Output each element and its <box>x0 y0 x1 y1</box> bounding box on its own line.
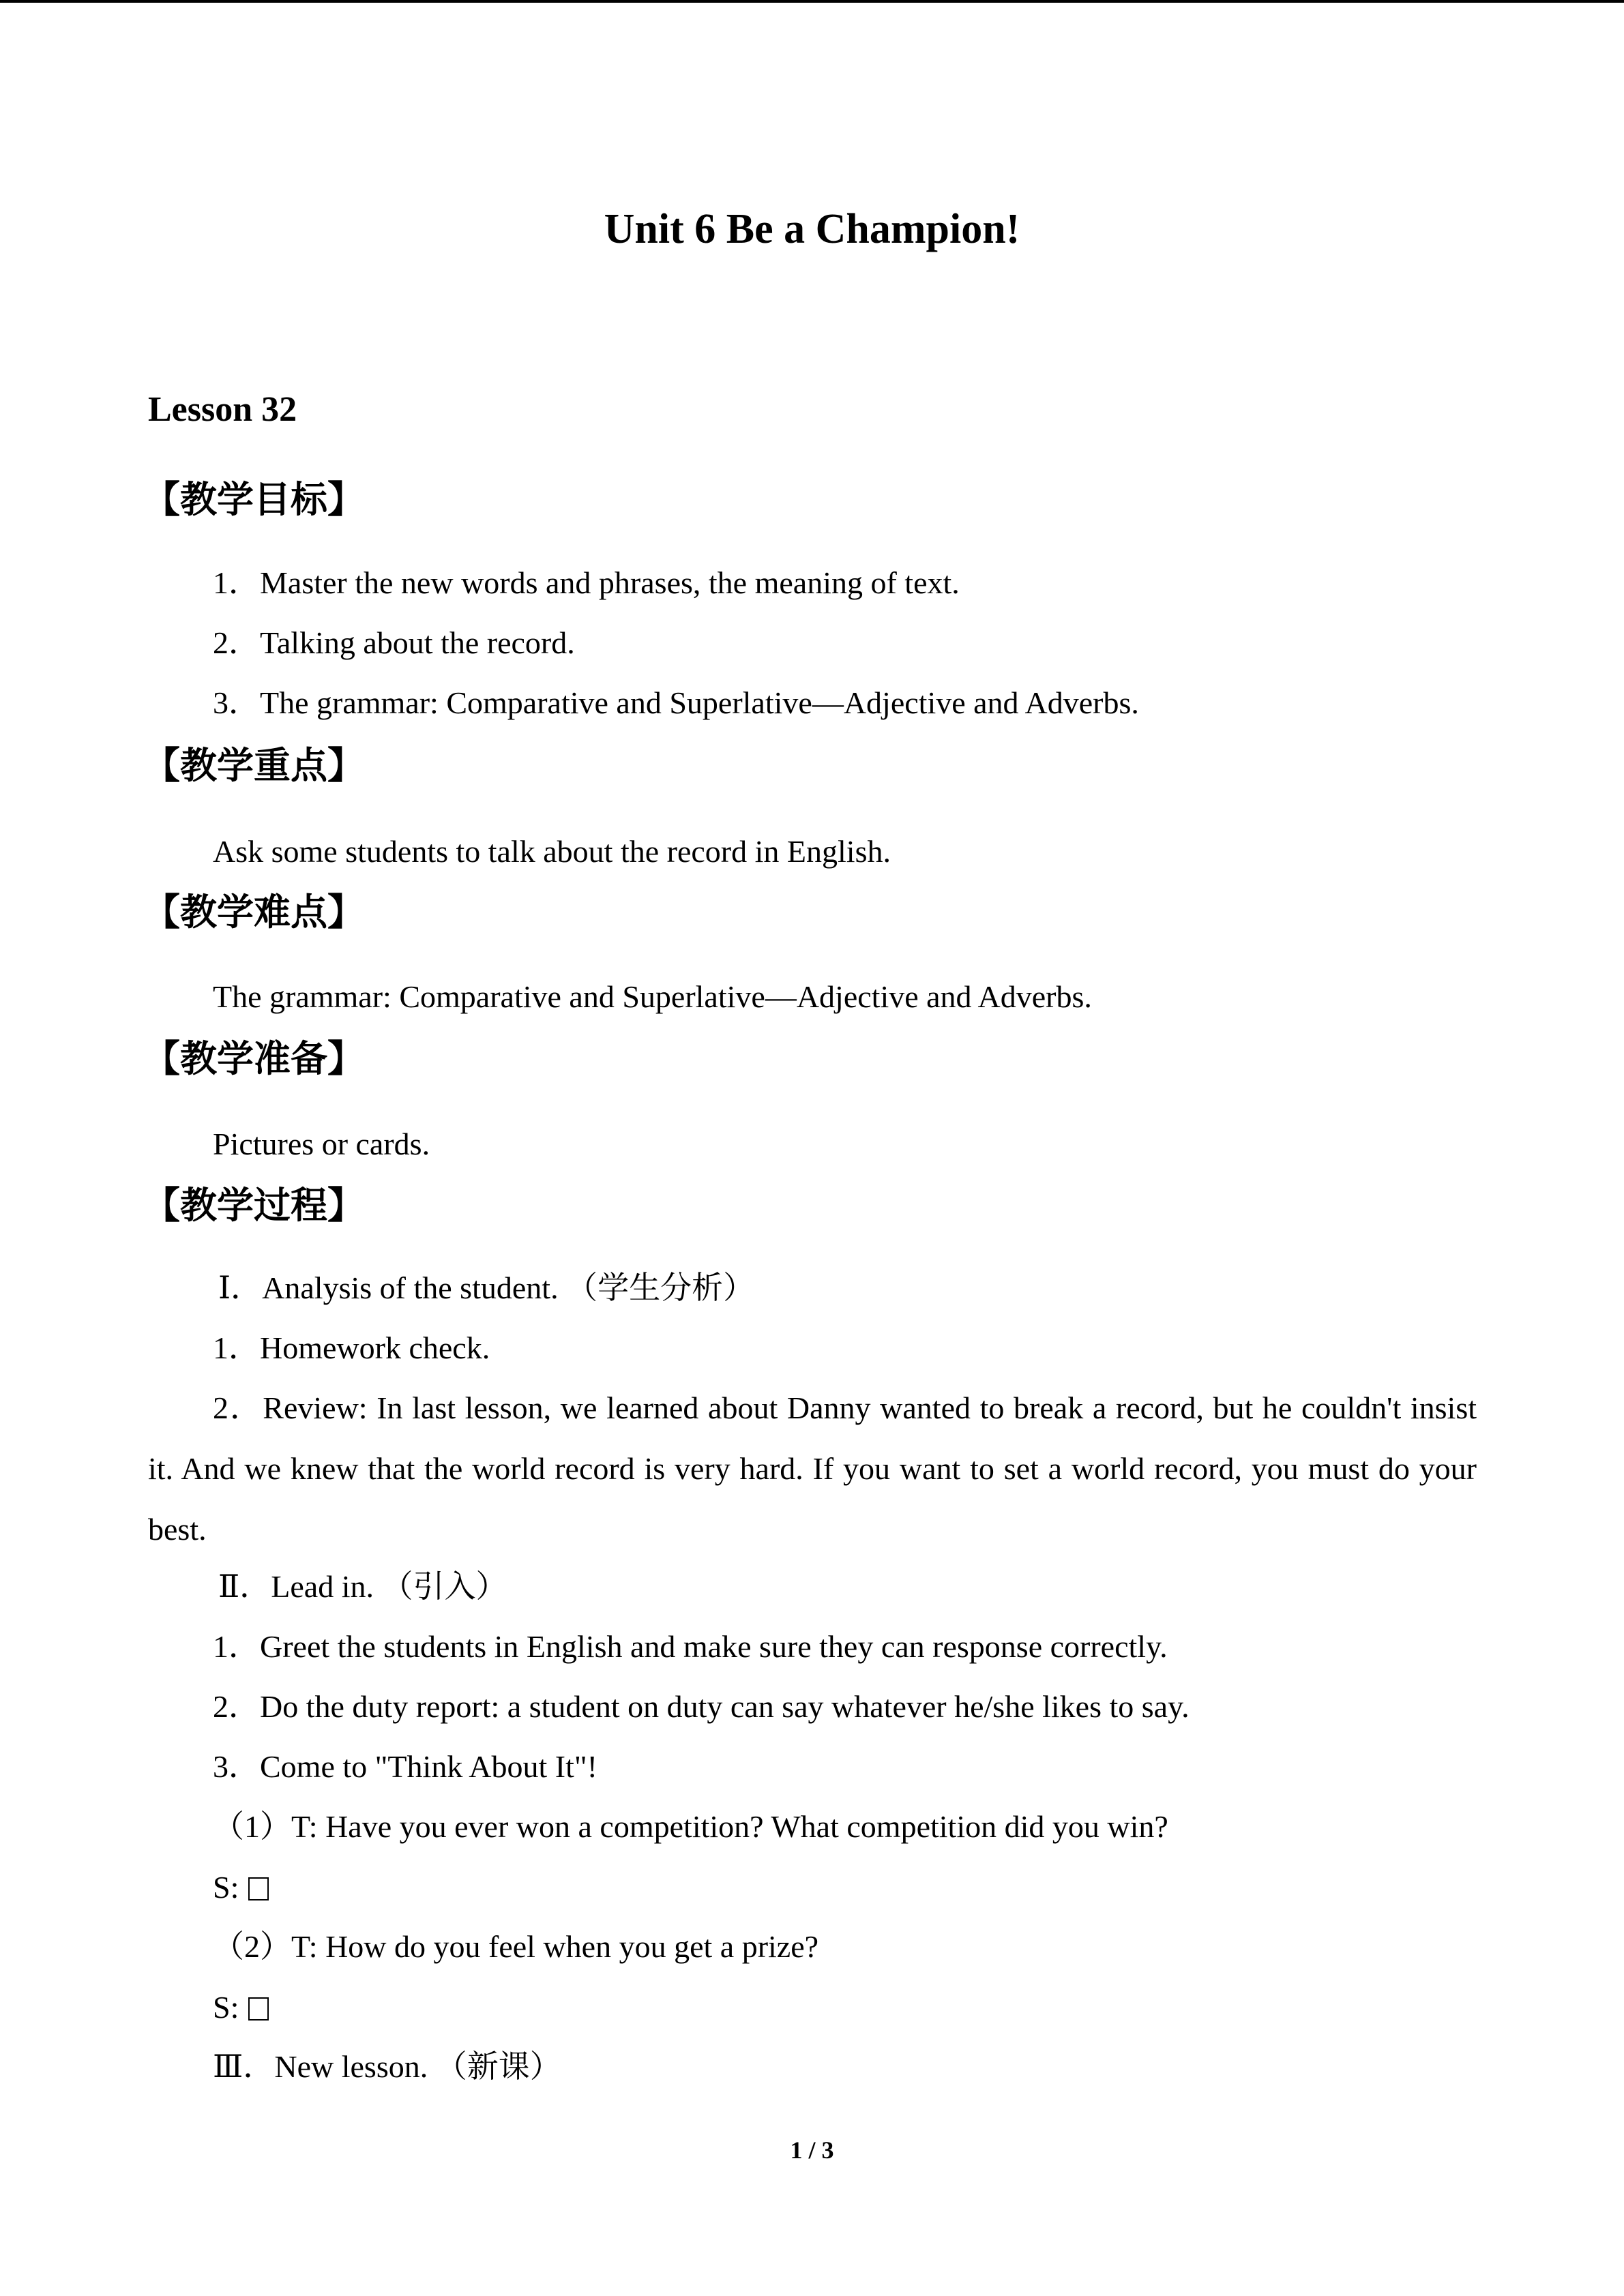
section-heading-key-points: 【教学重点】 <box>143 744 364 787</box>
section-heading-objectives: 【教学目标】 <box>143 478 364 521</box>
teacher-question-2: （2）T: How do you feel when you get a prize? <box>213 1929 819 1964</box>
process-step-1-item-1: 1．Homework check. <box>213 1330 490 1365</box>
teacher-question-1: （1）T: Have you ever won a competition? What competition did you win? <box>213 1809 1168 1844</box>
student-answer-1 <box>213 1872 269 1903</box>
page-title: Unit 6 Be a Champion! <box>604 206 1020 252</box>
blank-box-icon <box>248 1877 269 1900</box>
process-step-2-item-3: 3．Come to "Think About It"! <box>213 1749 597 1784</box>
preparation-text: Pictures or cards. <box>213 1127 430 1161</box>
section-heading-preparation: 【教学准备】 <box>143 1037 364 1080</box>
process-step-2-title: Ⅱ．Lead in. （引入） <box>218 1569 507 1604</box>
objective-item-1: 1．Master the new words and phrases, the meaning of text. <box>213 565 960 600</box>
objective-item-3: 3．The grammar: Comparative and Superlative—Adjective and Adverbs. <box>213 685 1139 720</box>
lesson-heading: Lesson 32 <box>148 390 297 429</box>
student-answer-2 <box>213 1992 269 2023</box>
student-label-2: S: <box>213 1990 239 2025</box>
section-heading-difficulties: 【教学难点】 <box>143 891 364 934</box>
key-points-text: Ask some students to talk about the record in English. <box>213 834 891 869</box>
process-step-2-item-1: 1．Greet the students in English and make sure they can response correctly. <box>213 1629 1168 1664</box>
student-label-1: S: <box>213 1870 239 1905</box>
difficulties-text: The grammar: Comparative and Superlative—Adjective and Adverbs. <box>213 979 1092 1014</box>
section-heading-process: 【教学过程】 <box>143 1184 364 1227</box>
objective-item-2: 2．Talking about the record. <box>213 625 575 660</box>
process-step-3-title: Ⅲ．New lesson. （新课） <box>213 2049 561 2084</box>
process-step-2-item-2: 2．Do the duty report: a student on duty can say whatever he/she likes to say. <box>213 1689 1190 1724</box>
process-step-1-title: Ⅰ．Analysis of the student. （学生分析） <box>218 1270 755 1305</box>
blank-box-icon <box>248 1997 269 2021</box>
page-top-border <box>0 0 1624 3</box>
page-number: 1 / 3 <box>790 2136 834 2164</box>
process-step-1-item-2: 2．Review: In last lesson, we learned about Danny wanted to break a record, but he couldn't insist it. And we knew that the world record is very hard. If you want to set a world record, you must do your best. <box>148 1390 1477 1547</box>
